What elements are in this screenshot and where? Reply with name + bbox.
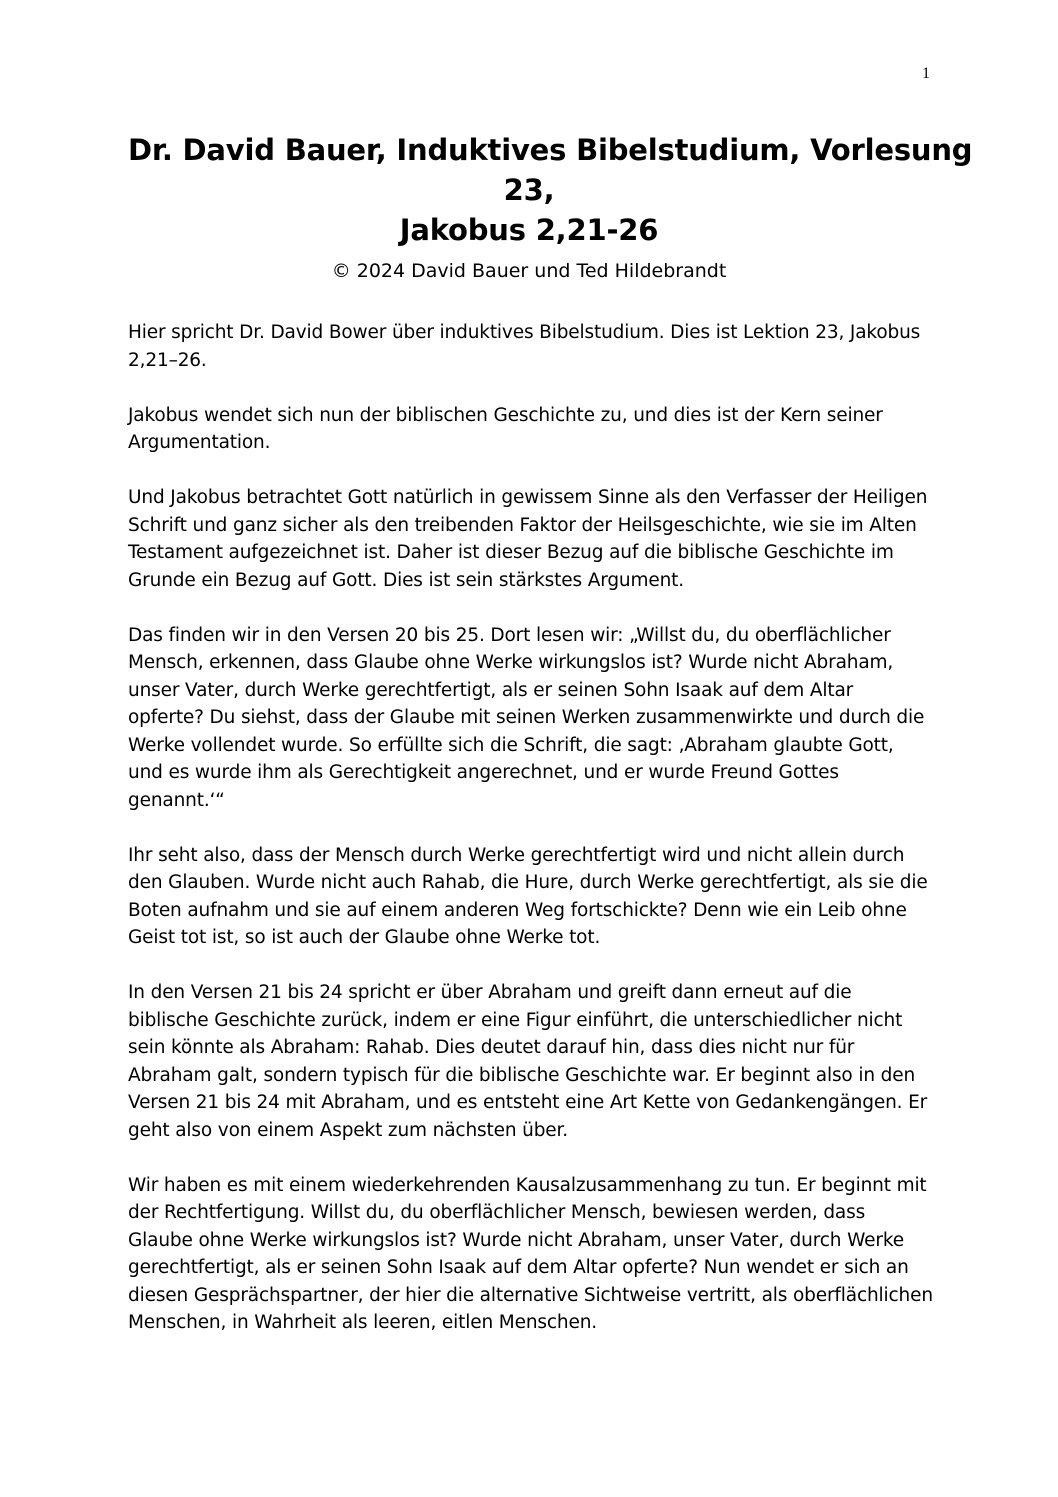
body-text: [128, 319, 934, 1364]
title-block: [128, 130, 973, 286]
paragraph: Und Jakobus betrachtet Gott natürlich in gewissem Sinne als den Verfasser der Heiligen Schrift und ganz sicher als den treibenden Faktor der Heilsgeschichte, wie sie im Alten Testament aufgezeichnet ist. Daher ist dieser Bezug auf die biblische Geschichte im Grunde ein Bezug auf Gott. Dies ist sein stärkstes Argument.: [128, 487, 928, 591]
title-line-3: Jakobus 2,21-26: [399, 213, 659, 247]
paragraph: Das finden wir in den Versen 20 bis 25. Dort lesen wir: „Willst du, du oberflächlicher Mensch, erkennen, dass Glaube ohne Werke wirkungslos ist? Wurde nicht Abraham, unser Vater, durch Werke gerechtfertigt, als er seinen Sohn Isaak auf dem Altar opferte? Du siehst, dass der Glaube mit seinen Werken zusammenwirkte und durch die Werke vollendet wurde. So erfüllte sich die Schrift, die sagt: ‚Abraham glaubte Gott, und es wurde ihm als Gerechtigkeit angerechnet, und er wurde Freund Gottes genannt.‘“: [128, 624, 925, 811]
paragraph: Ihr seht also, dass der Mensch durch Werke gerechtfertigt wird und nicht allein durch den Glauben. Wurde nicht auch Rahab, die Hure, durch Werke gerechtfertigt, als sie die Boten aufnahm und sie auf einem anderen Weg fortschickte? Denn wie ein Leib ohne Geist tot ist, so ist auch der Glaube ohne Werke tot.: [128, 844, 928, 948]
page-number: 1: [922, 65, 930, 82]
copyright-line: © 2024 David Bauer und Ted Hildebrandt: [331, 260, 727, 282]
paragraph: Hier spricht Dr. David Bower über induktives Bibelstudium. Dies ist Lektion 23, Jakobus 2,21–26.: [128, 322, 921, 371]
paragraph: In den Versen 21 bis 24 spricht er über Abraham und greift dann erneut auf die biblische Geschichte zurück, indem er eine Figur einführt, die unterschiedlicher nicht sein könnte als Abraham: Rahab. Dies deutet darauf hin, dass dies nicht nur für Abraham galt, sondern typisch für die biblische Geschichte war. Er beginnt also in den Versen 21 bis 24 mit Abraham, und es entsteht eine Art Kette von Gedankengängen. Er geht also von einem Aspekt zum nächsten über.: [128, 982, 928, 1141]
title-line-1: Dr. David Bauer, Induktives Bibelstudium, Vorlesung: [128, 133, 973, 167]
title-line-2: 23,: [503, 173, 555, 207]
paragraph: Jakobus wendet sich nun der biblischen Geschichte zu, und dies ist der Kern seiner Argumentation.: [128, 404, 883, 453]
paragraph: Wir haben es mit einem wiederkehrenden Kausalzusammenhang zu tun. Er beginnt mit der Rechtfertigung. Willst du, du oberflächlicher Mensch, bewiesen werden, dass Glaube ohne Werke wirkungslos ist? Wurde nicht Abraham, unser Vater, durch Werke gerechtfertigt, als er seinen Sohn Isaak auf dem Altar opferte? Nun wendet er sich an diesen Gesprächspartner, der hier die alternative Sichtweise vertritt, als oberflächlichen Menschen, in Wahrheit als leeren, eitlen Menschen.: [128, 1174, 933, 1333]
